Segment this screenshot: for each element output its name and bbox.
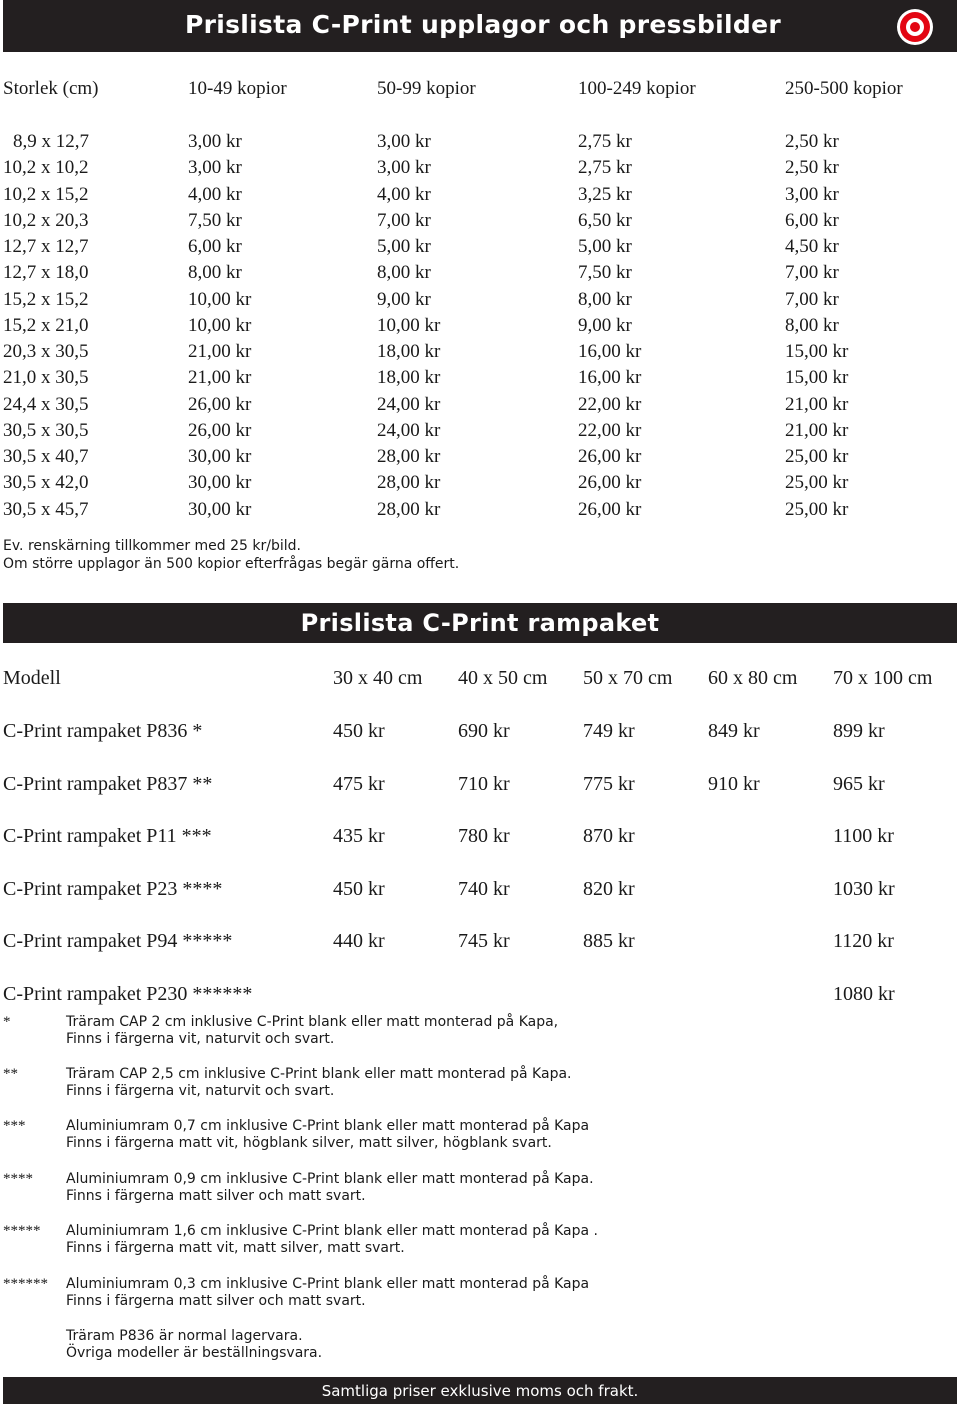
column-header-50-99: 50-99 kopior	[377, 78, 476, 99]
price-cell: 5,00 kr	[377, 236, 431, 257]
table-row	[0, 394, 960, 420]
column-header-30x40: 30 x 40 cm	[333, 667, 423, 689]
price-cell: 26,00 kr	[188, 393, 252, 415]
table-row	[0, 930, 960, 958]
footnote	[0, 1066, 960, 1102]
price-cell: 16,00 kr	[578, 341, 642, 362]
price-cell: 870 kr	[583, 825, 635, 847]
price-cell: 4,00 kr	[377, 183, 431, 205]
size-cell: 15,2 x 21,0	[3, 314, 89, 336]
price-cell: 6,00 kr	[785, 209, 839, 231]
price-cell: 7,50 kr	[188, 209, 242, 231]
price-cell: 3,25 kr	[578, 183, 632, 205]
price-cell: 910 kr	[708, 772, 760, 795]
price-cell: 435 kr	[333, 825, 385, 847]
size-cell: 30,5 x 40,7	[3, 446, 89, 467]
footnote	[0, 1171, 960, 1207]
footnote-mark: ***	[3, 1118, 26, 1134]
footnote-line: Träram CAP 2 cm inklusive C-Print blank eller matt monterad på Kapa,	[66, 1014, 559, 1030]
table1-header	[0, 78, 960, 104]
model-cell: C-Print rampaket P836 *	[3, 720, 203, 742]
table-row	[0, 184, 960, 210]
table-row	[0, 773, 960, 801]
target-logo-icon	[896, 8, 934, 46]
footnote	[0, 1223, 960, 1259]
column-header-size: Storlek (cm)	[3, 78, 99, 99]
page-title: Prislista C-Print upplagor och pressbilder	[185, 10, 781, 39]
footnote-line: Övriga modeller är beställningsvara.	[66, 1345, 323, 1361]
price-cell: 24,00 kr	[377, 393, 441, 415]
price-cell: 899 kr	[833, 720, 885, 742]
price-cell: 1030 kr	[833, 877, 895, 900]
size-cell: 30,5 x 45,7	[3, 498, 89, 520]
price-cell: 26,00 kr	[578, 498, 642, 520]
footnote-line: Aluminiumram 0,9 cm inklusive C-Print blank eller matt monterad på Kapa.	[66, 1171, 594, 1187]
price-cell: 7,00 kr	[785, 262, 839, 284]
price-cell: 4,00 kr	[188, 183, 242, 205]
price-cell: 1100 kr	[833, 825, 894, 847]
price-cell: 8,00 kr	[785, 314, 839, 336]
footnote-mark: ****	[3, 1171, 33, 1187]
footnote-line: Träram CAP 2,5 cm inklusive C-Print blank eller matt monterad på Kapa.	[66, 1066, 572, 1082]
column-header-60x80: 60 x 80 cm	[708, 667, 798, 689]
price-cell: 965 kr	[833, 772, 885, 795]
footnote	[0, 1276, 960, 1312]
price-cell: 3,00 kr	[377, 131, 431, 152]
footnote-line: Träram P836 är normal lagervara.	[66, 1328, 303, 1344]
table-row	[0, 878, 960, 906]
price-cell: 8,00 kr	[377, 262, 431, 284]
price-cell: 25,00 kr	[785, 498, 849, 520]
table-row	[0, 262, 960, 288]
column-header-250-500: 250-500 kopior	[785, 78, 903, 99]
table-row	[0, 446, 960, 472]
price-cell: 2,50 kr	[785, 131, 839, 152]
price-cell: 21,00 kr	[785, 393, 849, 415]
price-cell: 710 kr	[458, 772, 510, 795]
model-cell: C-Print rampaket P837 **	[3, 772, 213, 795]
size-cell: 12,7 x 12,7	[3, 236, 89, 257]
price-cell: 25,00 kr	[785, 472, 849, 494]
price-cell: 749 kr	[583, 720, 635, 742]
price-cell: 7,50 kr	[578, 262, 632, 284]
price-cell: 10,00 kr	[188, 288, 252, 310]
footnote-line: Finns i färgerna vit, naturvit och svart.	[66, 1031, 335, 1047]
table-row	[0, 157, 960, 183]
price-cell: 18,00 kr	[377, 367, 441, 389]
footnote-line: Aluminiumram 1,6 cm inklusive C-Print blank eller matt monterad på Kapa .	[66, 1223, 598, 1239]
price-cell: 440 kr	[333, 930, 385, 952]
price-cell: 24,00 kr	[377, 419, 441, 441]
price-cell: 820 kr	[583, 877, 635, 900]
price-cell: 15,00 kr	[785, 341, 849, 362]
footnote-line: Finns i färgerna matt vit, högblank silver, matt silver, högblank svart.	[66, 1135, 552, 1151]
price-cell: 8,00 kr	[188, 262, 242, 284]
price-cell: 26,00 kr	[188, 419, 252, 441]
price-cell: 849 kr	[708, 720, 760, 742]
model-cell: C-Print rampaket P94 *****	[3, 930, 233, 952]
model-cell: C-Print rampaket P11 ***	[3, 825, 212, 847]
table-row	[0, 131, 960, 157]
footnote-mark: *	[3, 1014, 11, 1030]
size-cell: 30,5 x 42,0	[3, 472, 89, 494]
price-cell: 6,00 kr	[188, 236, 242, 257]
column-header-10-49: 10-49 kopior	[188, 78, 287, 99]
footnote	[0, 1118, 960, 1154]
size-cell: 15,2 x 15,2	[3, 288, 89, 310]
table-row	[0, 825, 960, 853]
price-cell: 7,00 kr	[377, 209, 431, 231]
table-row	[0, 983, 960, 1011]
price-cell: 9,00 kr	[578, 314, 632, 336]
price-cell: 2,75 kr	[578, 157, 632, 179]
price-cell: 10,00 kr	[188, 314, 252, 336]
price-cell: 30,00 kr	[188, 498, 252, 520]
price-cell: 26,00 kr	[578, 472, 642, 494]
price-cell: 690 kr	[458, 720, 510, 742]
footnote-line: Finns i färgerna matt silver och matt svart.	[66, 1188, 366, 1204]
size-cell: 10,2 x 15,2	[3, 183, 89, 205]
table-row	[0, 367, 960, 393]
price-cell: 3,00 kr	[188, 131, 242, 152]
price-cell: 475 kr	[333, 772, 385, 795]
price-cell: 22,00 kr	[578, 393, 642, 415]
price-cell: 780 kr	[458, 825, 510, 847]
table-row	[0, 210, 960, 236]
price-cell: 1080 kr	[833, 982, 895, 1005]
section-bar-rampaket	[3, 603, 957, 643]
price-cell: 7,00 kr	[785, 288, 839, 310]
note-trimming: Ev. renskärning tillkommer med 25 kr/bild.	[3, 538, 301, 554]
table-row	[0, 499, 960, 525]
size-cell: 10,2 x 20,3	[3, 209, 89, 231]
table-row	[0, 289, 960, 315]
footnote-mark: ******	[3, 1276, 48, 1292]
size-cell: 8,9 x 12,7	[13, 131, 89, 152]
price-cell: 28,00 kr	[377, 472, 441, 494]
price-cell: 450 kr	[333, 877, 385, 900]
footnote-mark: *****	[3, 1223, 41, 1239]
price-cell: 30,00 kr	[188, 446, 252, 467]
table-row	[0, 236, 960, 262]
price-cell: 6,50 kr	[578, 209, 632, 231]
price-cell: 5,00 kr	[578, 236, 632, 257]
size-cell: 24,4 x 30,5	[3, 393, 89, 415]
price-cell: 2,50 kr	[785, 157, 839, 179]
table-row	[0, 315, 960, 341]
model-cell: C-Print rampaket P23 ****	[3, 877, 223, 900]
price-cell: 3,00 kr	[377, 157, 431, 179]
table-row	[0, 720, 960, 748]
footnote-mark: **	[3, 1066, 18, 1082]
price-cell: 21,00 kr	[188, 341, 252, 362]
footer-bar	[3, 1377, 957, 1404]
price-cell: 3,00 kr	[188, 157, 242, 179]
price-cell: 21,00 kr	[785, 419, 849, 441]
table2-header	[0, 667, 960, 695]
table-row	[0, 341, 960, 367]
price-cell: 8,00 kr	[578, 288, 632, 310]
price-cell: 22,00 kr	[578, 419, 642, 441]
price-cell: 450 kr	[333, 720, 385, 742]
price-cell: 9,00 kr	[377, 288, 431, 310]
price-cell: 15,00 kr	[785, 367, 849, 389]
price-cell: 18,00 kr	[377, 341, 441, 362]
footnote	[0, 1328, 960, 1364]
price-cell: 30,00 kr	[188, 472, 252, 494]
size-cell: 20,3 x 30,5	[3, 341, 89, 362]
footnote	[0, 1014, 960, 1050]
header-bar	[3, 0, 957, 52]
price-cell: 1120 kr	[833, 930, 894, 952]
table-row	[0, 472, 960, 498]
price-cell: 885 kr	[583, 930, 635, 952]
note-large-orders: Om större upplagor än 500 kopior efterfrågas begär gärna offert.	[3, 556, 460, 572]
price-cell: 26,00 kr	[578, 446, 642, 467]
model-cell: C-Print rampaket P230 ******	[3, 982, 253, 1005]
price-cell: 740 kr	[458, 877, 510, 900]
price-cell: 2,75 kr	[578, 131, 632, 152]
column-header-70x100: 70 x 100 cm	[833, 667, 933, 689]
price-cell: 25,00 kr	[785, 446, 849, 467]
price-cell: 775 kr	[583, 772, 635, 795]
size-cell: 12,7 x 18,0	[3, 262, 89, 284]
column-header-100-249: 100-249 kopior	[578, 78, 696, 99]
size-cell: 30,5 x 30,5	[3, 419, 89, 441]
section-title: Prislista C-Print rampaket	[300, 609, 660, 637]
column-header-50x70: 50 x 70 cm	[583, 667, 673, 689]
size-cell: 10,2 x 10,2	[3, 157, 89, 179]
price-cell: 21,00 kr	[188, 367, 252, 389]
footer-text: Samtliga priser exklusive moms och frakt.	[321, 1382, 639, 1400]
price-cell: 4,50 kr	[785, 236, 839, 257]
table-row	[0, 420, 960, 446]
price-cell: 16,00 kr	[578, 367, 642, 389]
footnote-line: Finns i färgerna matt silver och matt svart.	[66, 1293, 366, 1309]
price-cell: 745 kr	[458, 930, 510, 952]
price-cell: 28,00 kr	[377, 498, 441, 520]
column-header-model: Modell	[3, 667, 61, 689]
size-cell: 21,0 x 30,5	[3, 367, 89, 389]
price-cell: 28,00 kr	[377, 446, 441, 467]
footnote-line: Aluminiumram 0,3 cm inklusive C-Print blank eller matt monterad på Kapa	[66, 1276, 590, 1292]
footnote-line: Finns i färgerna vit, naturvit och svart.	[66, 1083, 335, 1099]
price-cell: 10,00 kr	[377, 314, 441, 336]
footnote-line: Aluminiumram 0,7 cm inklusive C-Print blank eller matt monterad på Kapa	[66, 1118, 590, 1134]
column-header-40x50: 40 x 50 cm	[458, 667, 548, 689]
footnote-line: Finns i färgerna matt vit, matt silver, matt svart.	[66, 1240, 405, 1256]
price-cell: 3,00 kr	[785, 183, 839, 205]
